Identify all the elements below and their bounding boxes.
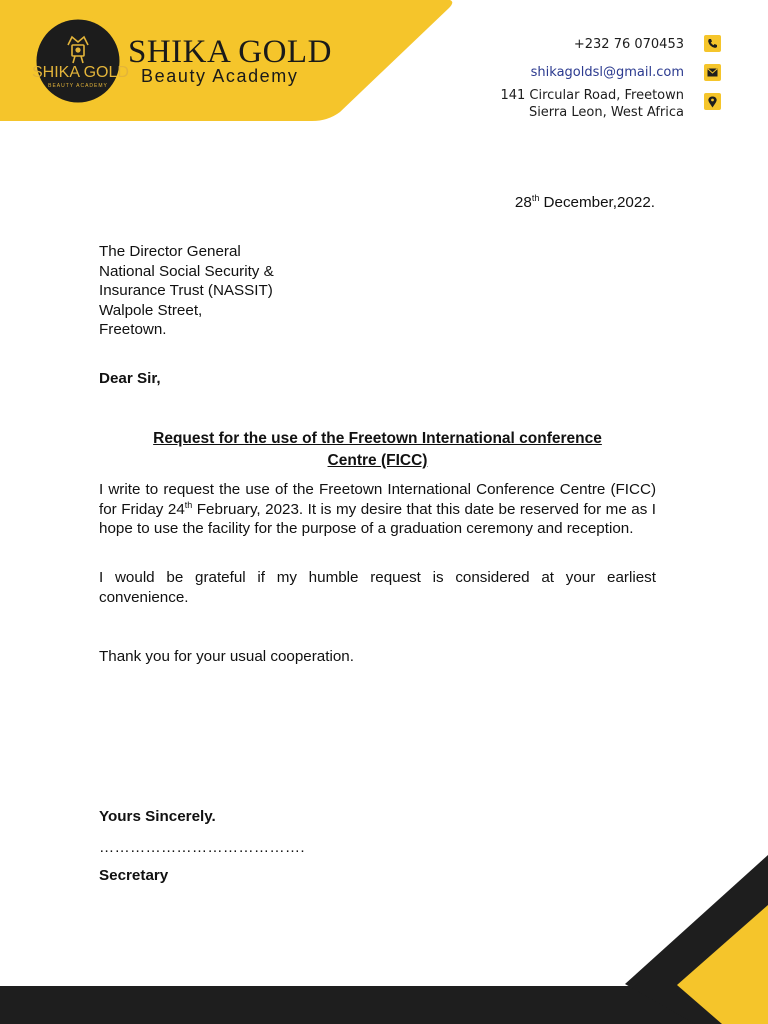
- phone-icon: [704, 35, 721, 52]
- subject-line-2: Centre (FICC): [327, 452, 428, 469]
- envelope-icon: [704, 64, 721, 81]
- date-day: 28: [514, 194, 532, 211]
- logo-subtext: BEAUTY ACADEMY: [48, 83, 108, 89]
- footer-yellow-wedge: [677, 905, 768, 1024]
- footer-dark-wedge: [625, 855, 768, 1024]
- letter-date: [515, 193, 655, 213]
- recipient-line: National Social Security &: [99, 262, 274, 280]
- body-paragraph-3: Thank you for your usual cooperation.: [99, 648, 354, 665]
- salutation: Dear Sir,: [99, 370, 161, 387]
- logo-badge: [32, 15, 129, 107]
- subject-heading: [99, 428, 656, 472]
- brand-subtitle: Beauty Academy: [141, 66, 299, 86]
- para1-superscript: th: [184, 499, 193, 510]
- body-paragraph-1: [99, 480, 656, 539]
- footer-dark-band: [0, 986, 768, 1024]
- brand-name: SHIKA GOLD: [128, 34, 332, 70]
- contact-address-line2: Sierra Leon, West Africa: [528, 105, 684, 120]
- contact-email[interactable]: shikagoldsl@gmail.com: [530, 65, 684, 80]
- recipient-line: Freetown.: [99, 321, 167, 338]
- signature-line: ………………………………….: [99, 839, 305, 856]
- recipient-line: Walpole Street,: [99, 301, 203, 319]
- date-rest: December,2022.: [539, 194, 655, 211]
- subject-line-1: Request for the use of the Freetown International conference: [153, 430, 602, 447]
- logo-text: SHIKA GOLD: [32, 64, 129, 81]
- recipient-line: Insurance Trust (NASSIT): [99, 282, 273, 299]
- logo-circle: [32, 15, 129, 107]
- recipient-address: [99, 242, 274, 340]
- closing: Yours Sincerely.: [99, 808, 216, 825]
- para1-text-b: February, 2023. It is my desire that this date be reserved for me as I hope to use the facility for the purpose of a graduation ceremony and reception.: [99, 500, 656, 537]
- contact-phone: +232 76 070453: [573, 37, 684, 52]
- date-suffix: th: [531, 192, 540, 203]
- para1-text-a: I write to request the use of the Freetown International Conference Centre (FICC) for Friday 24: [99, 481, 656, 518]
- contact-address-line1: 141 Circular Road, Freetown: [500, 88, 684, 103]
- body-paragraph-2: I would be grateful if my humble request is considered at your earliest convenience.: [99, 569, 656, 606]
- location-pin-icon: [704, 93, 721, 110]
- signatory: Secretary: [99, 867, 169, 884]
- recipient-line: The Director General: [99, 243, 241, 260]
